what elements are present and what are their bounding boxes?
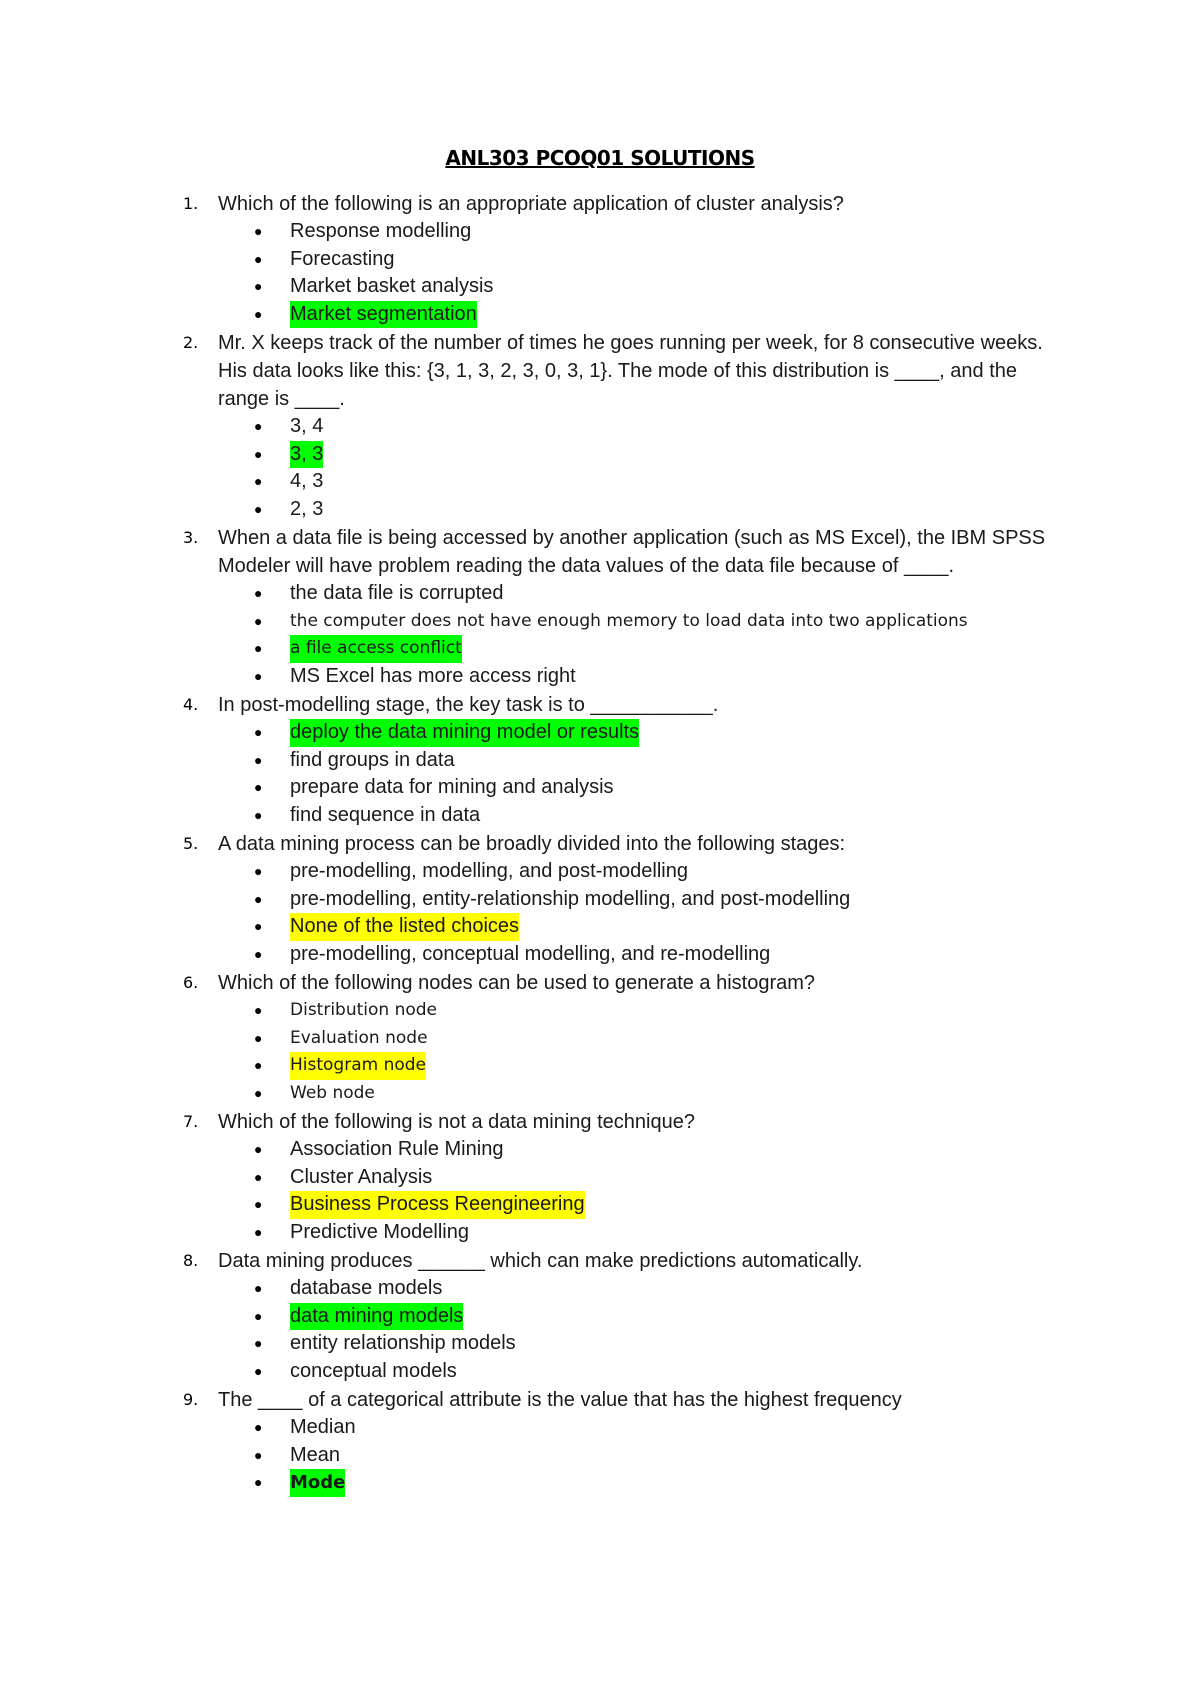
option-list — [0, 997, 1200, 1107]
bullet-icon: ● — [254, 500, 263, 517]
option-text: Mean — [290, 1443, 341, 1466]
bullet-icon: ● — [254, 863, 263, 879]
option-item — [0, 1303, 1200, 1331]
option-text: the computer does not have enough memory to load data into two applications — [290, 610, 968, 631]
option-text: 4, 3 — [290, 470, 324, 492]
option-item — [0, 1219, 1200, 1247]
option-text: Evaluation node — [290, 1027, 428, 1048]
option-text: Predictive Modelling — [290, 1220, 469, 1243]
option-item — [0, 747, 1200, 775]
answer-highlight: 3, 3 — [290, 441, 323, 469]
question-item — [0, 1108, 1200, 1246]
option-list — [0, 413, 1200, 523]
option-item — [0, 663, 1200, 691]
option-item — [0, 580, 1200, 608]
option-item — [0, 468, 1200, 496]
question-item — [0, 1386, 1200, 1497]
option-list — [0, 1414, 1200, 1497]
option-item — [0, 1275, 1200, 1303]
bullet-icon: ● — [254, 890, 263, 907]
option-text: prepare data for mining and analysis — [290, 776, 614, 798]
option-list — [0, 218, 1200, 328]
answer-highlight: data mining models — [290, 1303, 463, 1331]
bullet-icon: ● — [254, 667, 263, 684]
option-item — [0, 301, 1200, 329]
question-item — [0, 329, 1200, 523]
option-item — [0, 1358, 1200, 1386]
option-list — [0, 1136, 1200, 1246]
question-item — [0, 524, 1200, 690]
bullet-icon: ● — [254, 1474, 263, 1490]
bullet-icon: ● — [254, 585, 263, 601]
answer-highlight: Histogram node — [290, 1052, 426, 1080]
answer-highlight: None of the listed choices — [290, 913, 519, 941]
option-item — [0, 1330, 1200, 1358]
question-number: 8. — [183, 1251, 199, 1270]
question-item — [0, 969, 1200, 1107]
bullet-icon: ● — [254, 945, 263, 962]
option-text: Distribution node — [290, 1000, 438, 1020]
option-text: Forecasting — [290, 247, 395, 270]
bullet-icon: ● — [254, 1335, 263, 1351]
bullet-icon: ● — [254, 1029, 263, 1046]
option-text: Median — [290, 1416, 356, 1438]
bullet-icon: ● — [254, 1223, 263, 1240]
option-text: pre-modelling, modelling, and post-modelling — [290, 860, 688, 882]
page-title: ANL303 PCOQ01 SOLUTIONS — [445, 146, 755, 170]
bullet-icon: ● — [254, 1362, 263, 1379]
option-list — [0, 1275, 1200, 1385]
option-text: pre-modelling, entity-relationship modelling, and post-modelling — [290, 887, 851, 910]
bullet-icon: ● — [254, 278, 263, 294]
question-number: 4. — [183, 695, 199, 714]
bullet-icon: ● — [254, 1002, 263, 1018]
bullet-icon: ● — [254, 1196, 263, 1212]
option-list — [0, 580, 1200, 690]
option-text: conceptual models — [290, 1359, 457, 1382]
option-text: Market basket analysis — [290, 275, 494, 297]
question-text: Which of the following is not a data mining technique? — [218, 1111, 695, 1133]
option-item — [0, 441, 1200, 469]
option-item — [0, 246, 1200, 274]
option-text: Association Rule Mining — [290, 1138, 504, 1160]
bullet-icon: ● — [254, 612, 263, 629]
bullet-icon: ● — [254, 305, 263, 322]
bullet-icon: ● — [254, 1307, 263, 1324]
question-text: Which of the following nodes can be used to generate a histogram? — [218, 972, 816, 994]
option-item — [0, 496, 1200, 524]
answer-highlight: Mode — [290, 1469, 345, 1497]
option-item — [0, 1164, 1200, 1192]
option-text: find groups in data — [290, 748, 455, 771]
option-text: Web node — [290, 1082, 375, 1103]
bullet-icon: ● — [254, 1446, 263, 1463]
option-text: Response modelling — [290, 220, 472, 242]
option-item — [0, 608, 1200, 636]
option-text: database models — [290, 1277, 443, 1299]
question-item — [0, 830, 1200, 968]
option-text: 3, 4 — [290, 415, 324, 437]
question-list — [0, 190, 1200, 1498]
option-item — [0, 1136, 1200, 1164]
option-item — [0, 218, 1200, 246]
bullet-icon: ● — [254, 1419, 263, 1435]
option-list — [0, 719, 1200, 829]
answer-highlight: Business Process Reengineering — [290, 1191, 585, 1219]
option-item — [0, 413, 1200, 441]
option-item — [0, 858, 1200, 886]
bullet-icon: ● — [254, 473, 263, 489]
option-text: entity relationship models — [290, 1332, 516, 1354]
option-item — [0, 1080, 1200, 1108]
answer-highlight: Market segmentation — [290, 301, 477, 329]
bullet-icon: ● — [254, 1084, 263, 1101]
question-number: 1. — [183, 194, 199, 213]
question-text: Mr. X keeps track of the number of times he goes running per week, for 8 consecutive weeks. His data looks like this: {3, 1, 3, 2, 3, 0, 3, 1}. The mode of this distribution is ____, and the range is ____. — [218, 332, 1043, 410]
option-item — [0, 1469, 1200, 1497]
question-text: In post-modelling stage, the key task is to ___________. — [218, 694, 719, 716]
question-text: The ____ of a categorical attribute is the value that has the highest frequency — [218, 1389, 902, 1411]
option-item — [0, 997, 1200, 1025]
option-item — [0, 1025, 1200, 1053]
option-item — [0, 719, 1200, 747]
bullet-icon: ● — [254, 1168, 263, 1185]
option-item — [0, 941, 1200, 969]
option-item — [0, 802, 1200, 830]
bullet-icon: ● — [254, 751, 263, 768]
option-item — [0, 774, 1200, 802]
answer-highlight: a file access conflict — [290, 635, 462, 663]
question-item — [0, 1247, 1200, 1385]
question-text: When a data file is being accessed by another application (such as MS Excel), the IBM SPSS Modeler will have problem reading the data values of the data file because of ____. — [218, 527, 1046, 577]
question-text: A data mining process can be broadly divided into the following stages: — [218, 833, 846, 855]
bullet-icon: ● — [254, 1141, 263, 1157]
question-number: 9. — [183, 1390, 199, 1409]
question-number: 3. — [183, 528, 199, 547]
bullet-icon: ● — [254, 806, 263, 823]
question-text: Data mining produces ______ which can make predictions automatically. — [218, 1250, 863, 1272]
question-number: 7. — [183, 1112, 199, 1131]
option-item — [0, 886, 1200, 914]
bullet-icon: ● — [254, 1057, 263, 1073]
option-text: 2, 3 — [290, 497, 324, 520]
option-text: find sequence in data — [290, 803, 481, 826]
option-text: pre-modelling, conceptual modelling, and re-modelling — [290, 942, 771, 965]
option-item — [0, 1191, 1200, 1219]
bullet-icon: ● — [254, 779, 263, 795]
option-item — [0, 913, 1200, 941]
question-number: 6. — [183, 973, 199, 992]
question-number: 5. — [183, 834, 199, 853]
question-item — [0, 190, 1200, 328]
option-list — [0, 858, 1200, 968]
question-number: 2. — [183, 333, 199, 352]
bullet-icon: ● — [254, 918, 263, 934]
bullet-icon: ● — [254, 250, 263, 267]
answer-highlight: deploy the data mining model or results — [290, 719, 639, 747]
question-text: Which of the following is an appropriate application of cluster analysis? — [218, 193, 844, 215]
bullet-icon: ● — [254, 1280, 263, 1296]
option-item — [0, 273, 1200, 301]
bullet-icon: ● — [254, 445, 263, 462]
bullet-icon: ● — [254, 418, 263, 434]
option-item — [0, 635, 1200, 663]
bullet-icon: ● — [254, 724, 263, 740]
option-item — [0, 1414, 1200, 1442]
option-text: Cluster Analysis — [290, 1165, 433, 1188]
option-item — [0, 1052, 1200, 1080]
bullet-icon: ● — [254, 223, 263, 239]
question-item — [0, 691, 1200, 829]
bullet-icon: ● — [254, 640, 263, 656]
option-item — [0, 1442, 1200, 1470]
option-text: MS Excel has more access right — [290, 664, 576, 687]
option-text: the data file is corrupted — [290, 582, 504, 604]
